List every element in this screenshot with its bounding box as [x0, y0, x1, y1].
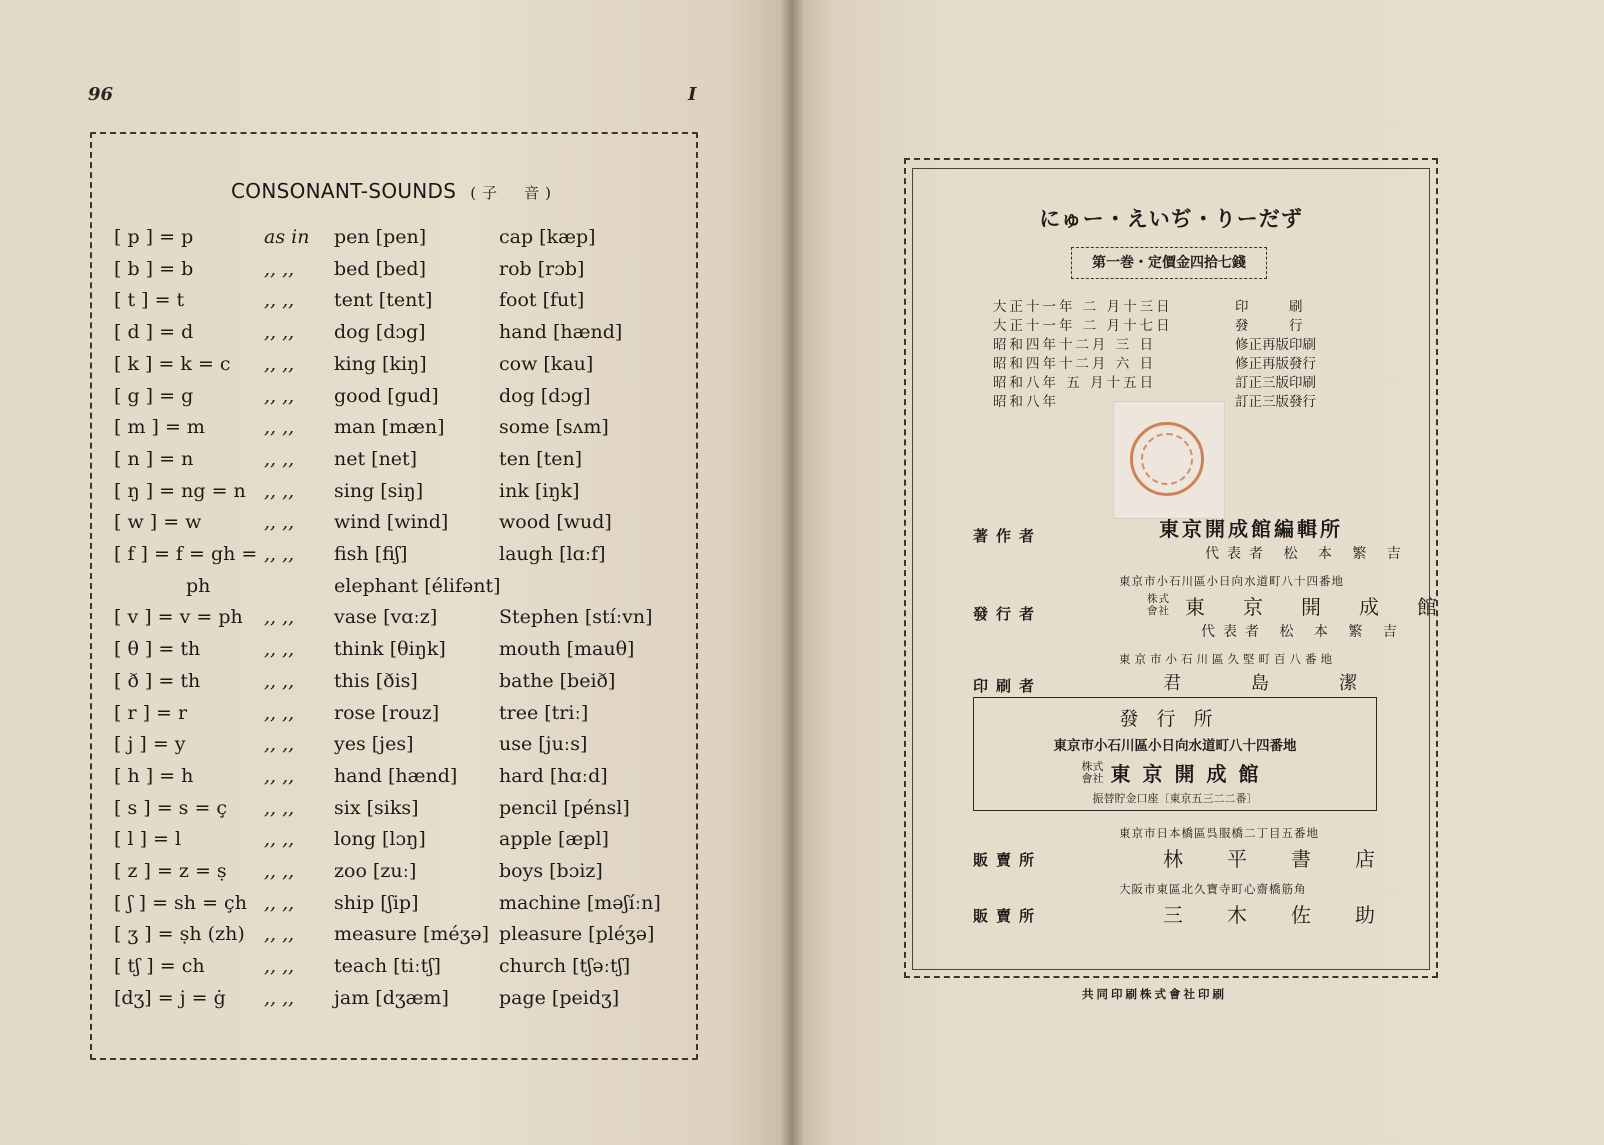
- colophon-inner: [912, 168, 1475, 970]
- consonant-symbol: [dʒ] = j = ġ: [114, 986, 226, 1009]
- example-word-1: think [θiŋk]: [334, 638, 446, 661]
- consonant-row: [114, 416, 694, 446]
- as-in-marker: ,, ,,: [264, 701, 295, 724]
- office-title: 發行所: [1119, 708, 1231, 730]
- consonant-row: [114, 543, 694, 573]
- example-word-1: bed [bed]: [334, 257, 427, 280]
- as-in-marker: ,, ,,: [264, 923, 295, 946]
- consonant-row: [114, 733, 694, 763]
- example-word-2: laugh [lɑːf]: [499, 543, 606, 565]
- example-word-1: this [ðis]: [334, 669, 418, 692]
- consonant-row: [114, 289, 694, 319]
- consonant-row: [114, 385, 694, 415]
- consonant-table-frame: [90, 132, 698, 1060]
- example-word-2: hand [hænd]: [499, 321, 623, 344]
- page-number: 96: [88, 84, 114, 105]
- seller1-name: 林平書店: [1163, 847, 1419, 871]
- consonant-symbol: [ d ] = d: [114, 321, 194, 344]
- consonant-symbol: [ l ] = l: [114, 828, 182, 851]
- as-in-marker: ,, ,,: [264, 257, 295, 280]
- consonant-row: [114, 860, 694, 890]
- book-title: にゅー・えいぢ・りーだず: [1039, 207, 1303, 231]
- printer-label: 印刷者: [973, 677, 1043, 695]
- as-in-marker: ,, ,,: [264, 352, 295, 375]
- price-box: 第一巻・定價金四拾七錢: [1071, 247, 1267, 279]
- example-word-1: king [kiŋ]: [334, 352, 427, 375]
- consonant-symbol: [ ŋ ] = ng = n: [114, 479, 246, 502]
- consonant-row: [114, 321, 694, 351]
- consonant-symbol: [ w ] = w: [114, 511, 202, 534]
- publisher-label: 發行者: [973, 605, 1043, 623]
- as-in-marker: ,, ,,: [264, 955, 295, 978]
- example-word-2: pleasure [pléʒə]: [499, 923, 655, 946]
- consonant-symbol: [ ð ] = th: [114, 669, 201, 692]
- as-in-marker: ,, ,,: [264, 733, 295, 756]
- consonant-symbol: [ k ] = k = c: [114, 352, 231, 375]
- publisher-co-prefix: 株式會社: [1147, 593, 1170, 617]
- date-event: 修正再版發行: [1235, 356, 1316, 372]
- as-in-marker: as in: [264, 226, 310, 248]
- example-word-1: teach [tiːtʃ]: [334, 955, 441, 978]
- consonant-symbol: [ r ] = r: [114, 701, 188, 724]
- example-word-2: mouth [mauθ]: [499, 638, 635, 661]
- as-in-marker: ,, ,,: [264, 764, 295, 787]
- example-word-2: boys [bɔiz]: [499, 860, 603, 882]
- example-word-2: rob [rɔb]: [499, 257, 585, 280]
- example-word-2: cow [kau]: [499, 352, 594, 375]
- example-word-2: church [tʃəːtʃ]: [499, 955, 631, 978]
- example-word-2: Stephen [stíːvn]: [499, 606, 653, 629]
- publication-dates: [993, 295, 1373, 409]
- date-text: 昭和四年十二月 三 日: [993, 337, 1157, 353]
- consonant-row: [114, 353, 694, 383]
- example-word-1: measure [méʒə]: [334, 923, 489, 946]
- consonant-symbol: [ g ] = g: [114, 384, 194, 407]
- office-account: 振替貯金口座〔東京五三二二番〕: [1092, 792, 1258, 805]
- office-prefix: 株式會社: [1081, 759, 1104, 785]
- left-page: [0, 0, 792, 1145]
- consonant-row: [114, 226, 694, 256]
- example-word-1: dog [dɔg]: [334, 321, 426, 344]
- consonant-symbol: [ ʃ ] = sh = çh: [114, 891, 247, 914]
- consonant-row: [114, 670, 694, 700]
- date-row: [993, 314, 1373, 333]
- example-word-1: net [net]: [334, 447, 418, 470]
- consonant-symbol: [ θ ] = th: [114, 638, 201, 661]
- consonant-symbol: [ ʒ ] = ṣh (zh): [114, 923, 245, 946]
- consonant-symbol: [ j ] = y: [114, 733, 186, 756]
- example-word-2: some [sʌm]: [499, 416, 609, 439]
- example-word-2: apple [æpl]: [499, 828, 609, 851]
- author-label: 著作者: [973, 527, 1043, 545]
- printer-address: 東京市小石川區久堅町百八番地: [1119, 652, 1336, 666]
- seller1-address: 東京市日本橋區呉服橋二丁目五番地: [1119, 826, 1319, 840]
- date-text: 大正十一年 二 月十三日: [993, 299, 1173, 315]
- date-event: 印 刷: [1235, 299, 1303, 315]
- as-in-marker: ,, ,,: [264, 796, 295, 819]
- date-text: 大正十一年 二 月十七日: [993, 318, 1173, 334]
- author-name: 東京開成館編輯所: [1159, 517, 1343, 541]
- consonant-symbol: [ h ] = h: [114, 764, 194, 787]
- colophon-frame: [904, 158, 1475, 978]
- publisher-rep: 代表者 松 本 繁 吉: [1201, 624, 1405, 640]
- example-word-1: man [mæn]: [334, 416, 445, 439]
- date-event: 訂正三版發行: [1235, 394, 1316, 410]
- consonant-title: [92, 179, 696, 203]
- example-word-1: hand [hænd]: [334, 764, 458, 787]
- example-word-2: tree [triː]: [499, 701, 589, 724]
- consonant-symbol: [ p ] = p: [114, 226, 194, 248]
- office-address: 東京市小石川區小日向水道町八十四番地: [1053, 738, 1297, 754]
- example-word-2: bathe [beið]: [499, 669, 616, 692]
- example-word-1: vase [vɑːz]: [334, 606, 438, 629]
- date-row: [993, 371, 1373, 390]
- seller1-label: 販賣所: [973, 851, 1043, 869]
- consonant-symbol: ph: [186, 574, 211, 597]
- as-in-marker: ,, ,,: [264, 289, 295, 312]
- publisher-address: 東京市小石川區小日向水道町八十四番地: [1119, 574, 1344, 588]
- example-word-2: dog [dɔg]: [499, 384, 591, 407]
- consonant-title-jp: (子 音): [470, 184, 557, 202]
- example-word-2: cap [kæp]: [499, 226, 596, 248]
- as-in-marker: ,, ,,: [264, 479, 295, 502]
- example-word-2: pencil [pénsl]: [499, 796, 630, 819]
- consonant-symbol: [ m ] = m: [114, 416, 205, 439]
- example-word-2: foot [fut]: [499, 289, 585, 312]
- consonant-row: [114, 955, 694, 985]
- example-word-1: good [gud]: [334, 384, 439, 407]
- example-word-1: zoo [zuː]: [334, 860, 417, 882]
- author-rep: 代表者 松 本 繁 吉: [1205, 546, 1409, 562]
- date-event: 發 行: [1235, 318, 1303, 334]
- as-in-marker: ,, ,,: [264, 447, 295, 470]
- consonant-row: [114, 765, 694, 795]
- consonant-symbol: [ s ] = s = ç: [114, 796, 228, 819]
- office-company: [974, 758, 1376, 787]
- date-row: [993, 333, 1373, 352]
- consonant-row: [114, 828, 694, 858]
- consonant-row: [114, 511, 694, 541]
- example-word-2: machine [məʃíːn]: [499, 891, 661, 914]
- consonant-row: [114, 702, 694, 732]
- consonant-symbol: [ f ] = f = gh =: [114, 543, 258, 565]
- seller2-name: 三木佐助: [1163, 903, 1419, 927]
- consonant-row: [114, 923, 694, 953]
- publishing-office-box: [973, 697, 1377, 811]
- example-word-2: page [peidʒ]: [499, 986, 620, 1009]
- office-name: 東京開成館: [1110, 762, 1271, 786]
- example-word-1: sing [siŋ]: [334, 479, 424, 502]
- consonant-symbol: [ t ] = t: [114, 289, 185, 312]
- as-in-marker: ,, ,,: [264, 828, 295, 851]
- date-row: [993, 295, 1373, 314]
- example-word-1: jam [dʒæm]: [334, 986, 449, 1009]
- consonant-row: [114, 638, 694, 668]
- consonant-row: [114, 258, 694, 288]
- seller2-label: 販賣所: [973, 907, 1043, 925]
- example-word-1: ship [ʃip]: [334, 891, 419, 914]
- date-event: 訂正三版印刷: [1235, 375, 1316, 391]
- book-gutter: [780, 0, 804, 1145]
- seal-stamp-icon: [1130, 422, 1204, 496]
- as-in-marker: ,, ,,: [264, 384, 295, 407]
- as-in-marker: ,, ,,: [264, 416, 295, 439]
- example-word-1: fish [fiʃ]: [334, 543, 408, 565]
- consonant-row: [114, 987, 694, 1017]
- date-event: 修正再版印刷: [1235, 337, 1316, 353]
- example-word-1: elephant [élifənt]: [334, 574, 501, 597]
- example-word-2: wood [wud]: [499, 511, 612, 534]
- date-row: [993, 352, 1373, 371]
- consonant-row: [114, 892, 694, 922]
- as-in-marker: ,, ,,: [264, 891, 295, 914]
- consonant-symbol: [ v ] = v = ph: [114, 606, 243, 629]
- revenue-stamp: [1113, 401, 1225, 519]
- consonant-symbol: [ z ] = z = ṣ: [114, 860, 227, 882]
- as-in-marker: ,, ,,: [264, 669, 295, 692]
- date-text: 昭和四年十二月 六 日: [993, 356, 1157, 372]
- consonant-symbol: [ tʃ ] = ch: [114, 955, 205, 978]
- as-in-marker: ,, ,,: [264, 860, 295, 882]
- consonant-row: [114, 448, 694, 478]
- example-word-1: six [siks]: [334, 796, 419, 819]
- as-in-marker: ,, ,,: [264, 986, 295, 1009]
- as-in-marker: ,, ,,: [264, 606, 295, 629]
- example-word-2: hard [hɑːd]: [499, 764, 608, 787]
- consonant-symbol: [ b ] = b: [114, 257, 194, 280]
- consonant-row: [114, 797, 694, 827]
- page-number-roman: I: [688, 84, 697, 105]
- as-in-marker: ,, ,,: [264, 321, 295, 344]
- date-text: 昭和八年: [993, 394, 1059, 410]
- publisher-name: 東京開成館: [1185, 595, 1475, 619]
- as-in-marker: ,, ,,: [264, 638, 295, 661]
- example-word-2: use [juːs]: [499, 733, 588, 756]
- example-word-1: long [lɔŋ]: [334, 828, 426, 851]
- consonant-row: [114, 480, 694, 510]
- example-word-2: ink [iŋk]: [499, 479, 580, 502]
- example-word-1: rose [rouz]: [334, 701, 440, 724]
- consonant-title-text: CONSONANT-SOUNDS: [231, 179, 457, 203]
- consonant-row: [114, 606, 694, 636]
- example-word-1: yes [jes]: [334, 733, 414, 756]
- right-page: [792, 0, 1604, 1145]
- example-word-1: tent [tent]: [334, 289, 433, 312]
- consonant-symbol: [ n ] = n: [114, 447, 194, 470]
- example-word-2: ten [ten]: [499, 447, 583, 470]
- seller2-address: 大阪市東區北久寶寺町心齋橋筋角: [1119, 882, 1307, 896]
- printer-footer: 共同印刷株式會社印刷: [1082, 987, 1227, 1001]
- as-in-marker: ,, ,,: [264, 511, 295, 534]
- example-word-1: pen [pen]: [334, 226, 427, 248]
- printer-name: 君島潔: [1163, 673, 1427, 694]
- consonant-row: [114, 575, 694, 605]
- date-text: 昭和八年 五 月十五日: [993, 375, 1157, 391]
- example-word-1: wind [wind]: [334, 511, 449, 534]
- as-in-marker: ,, ,,: [264, 543, 295, 565]
